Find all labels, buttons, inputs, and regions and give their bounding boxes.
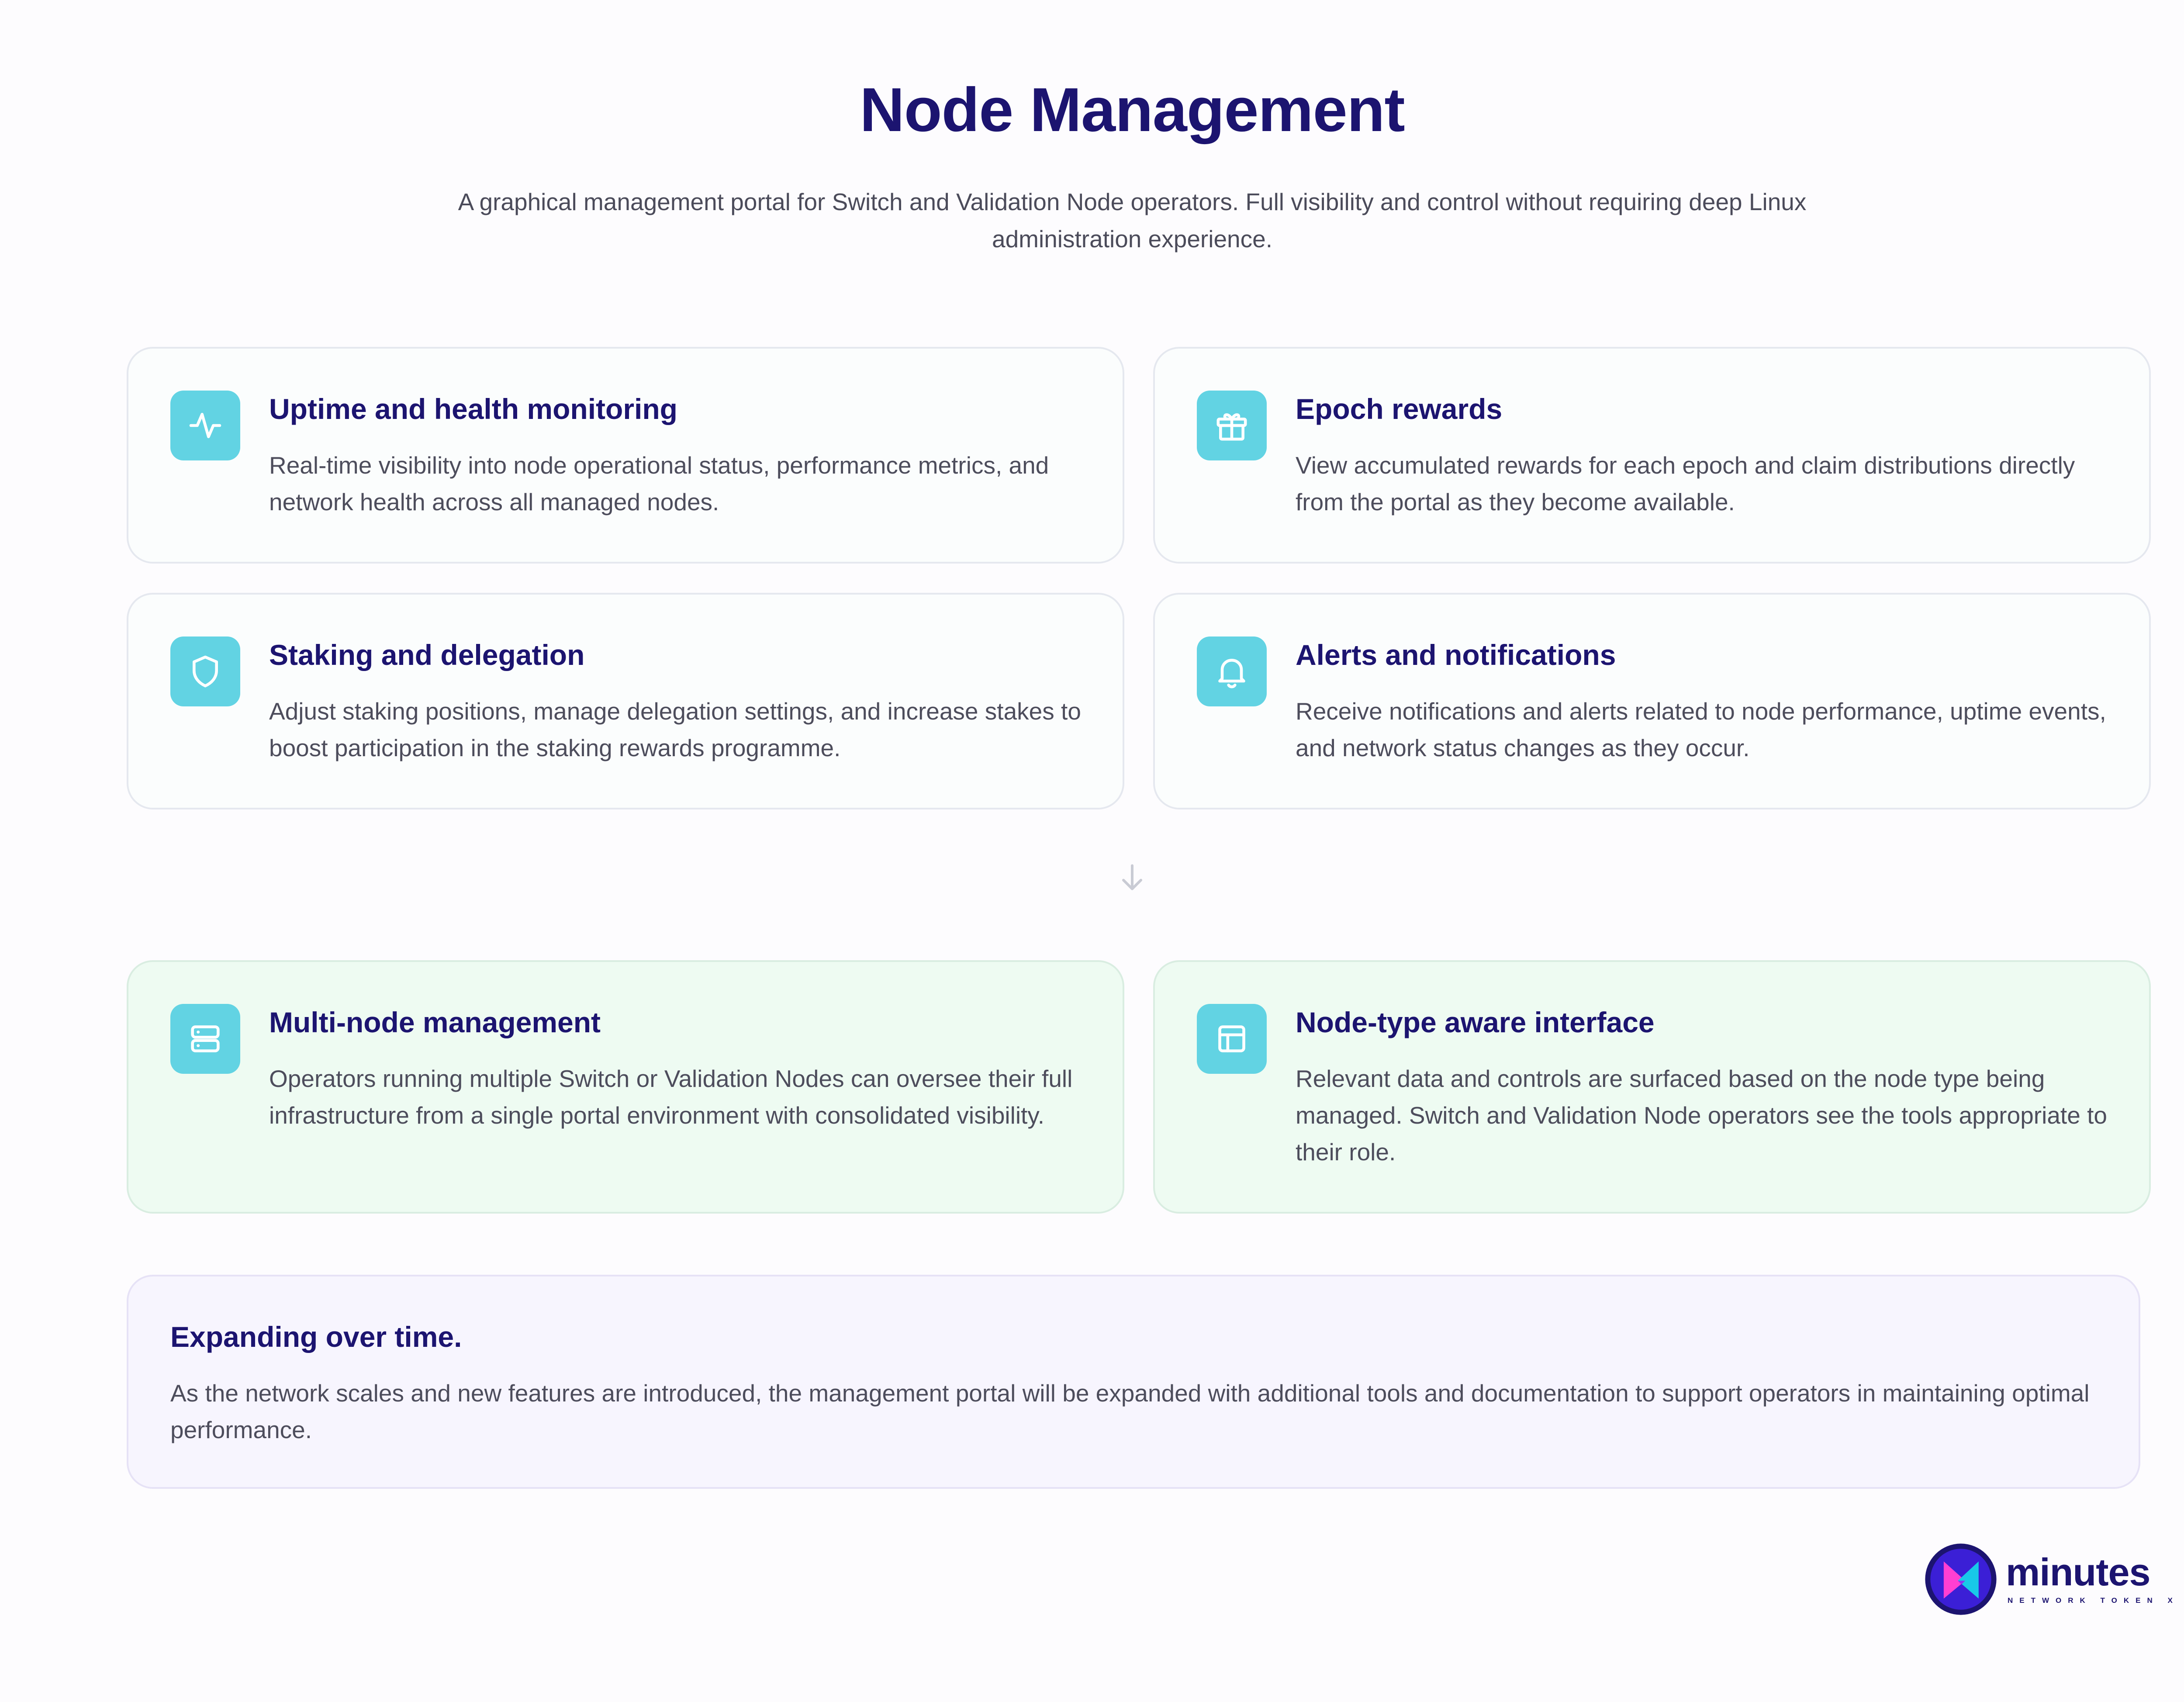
arrow-down-icon [1115, 860, 1150, 895]
bell-icon [1197, 637, 1267, 706]
feature-card-staking [127, 593, 1124, 809]
gift-icon [1197, 391, 1267, 460]
highlight-title: Node-type aware interface [1296, 1006, 1655, 1038]
note-title: Expanding over time. [170, 1321, 462, 1353]
feature-title: Alerts and notifications [1296, 639, 1616, 671]
minutes-logo-mark-icon [1924, 1542, 1998, 1616]
feature-title: Uptime and health monitoring [269, 393, 677, 425]
highlight-card-multi-node [127, 960, 1124, 1214]
shield-icon [170, 637, 240, 706]
highlight-title: Multi-node management [269, 1006, 601, 1038]
note-text: As the network scales and new features are introduced, the management portal will be expanded with additional tools and documentation to support operators in maintaining optimal performance. [170, 1380, 2090, 1443]
logo-wordmark: minutes [2006, 1550, 2150, 1594]
layout-icon [1197, 1004, 1267, 1074]
logo-tagline: NETWORK TOKEN X [2008, 1596, 2179, 1605]
highlight-card-node-type [1153, 960, 2151, 1214]
feature-description: Real-time visibility into node operational status, performance metrics, and network health across all managed nodes. [269, 452, 1049, 515]
page-subtitle: A graphical management portal for Switch and Validation Node operators. Full visibility and control without requiring deep Linux administration experience. [458, 188, 1807, 253]
feature-description: Adjust staking positions, manage delegation settings, and increase stakes to boost participation in the staking rewards programme. [269, 698, 1081, 761]
server-icon [170, 1004, 240, 1074]
activity-icon [170, 391, 240, 460]
highlight-description: Operators running multiple Switch or Validation Nodes can oversee their full infrastructure from a single portal environment with consolidated visibility. [269, 1065, 1073, 1129]
highlight-description: Relevant data and controls are surfaced based on the node type being managed. Switch and Validation Node operators see the tools appropriate to their role. [1296, 1065, 2107, 1166]
feature-card-alerts [1153, 593, 2151, 809]
feature-card-uptime [127, 347, 1124, 564]
minutes-logo [1924, 1542, 2179, 1616]
feature-title: Staking and delegation [269, 639, 585, 671]
feature-description: Receive notifications and alerts related to node performance, uptime events, and network status changes as they occur. [1296, 698, 2106, 761]
feature-card-epoch-rewards [1153, 347, 2151, 564]
feature-title: Epoch rewards [1296, 393, 1503, 425]
page-title: Node Management [860, 75, 1405, 145]
feature-description: View accumulated rewards for each epoch and claim distributions directly from the portal as they become available. [1296, 452, 2075, 515]
expanding-note [127, 1275, 2140, 1489]
